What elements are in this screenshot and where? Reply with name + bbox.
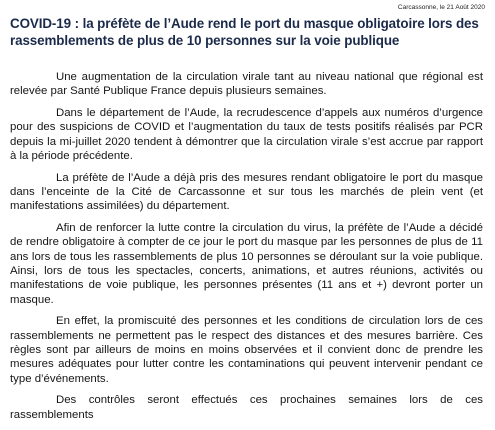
title-prefix: COVID-19 : <box>10 16 79 31</box>
page-title <box>10 15 483 49</box>
paragraph-4: Afin de renforcer la lutte contre la circulation du virus, la préfète de l’Aude a décidé de rendre obligatoire à compter de ce jour le port du masque par les personnes de plus de 11 ans lors de tous les rassemblements de plus 10 personnes se déroulant sur la voie publique. Ainsi, lors de tous les spectacles, concerts, animations, et autres réunions, activités ou manifestations de voie publique, les personnes présentes (11 ans et +) devront porter un masque. <box>10 222 483 306</box>
paragraph-3: La préfète de l’Aude a déjà pris des mesures rendant obligatoire le port du masque dans l’enceinte de la Cité de Carcassonne et sur tous les marchés de plein vent (et manifestations assimilées) du département. <box>10 171 483 213</box>
paragraph-6: Des contrôles seront effectués ces prochaines semaines lors de ces rassemblements <box>10 394 483 421</box>
paragraph-5: En effet, la promiscuité des personnes et les conditions de circulation lors de ces rassemblements ne permettent pas le respect des distances et des mesures barrière. Ces règles sont par ailleurs de moins en moins observées et il convient donc de prendre les mesures adéquates pour lutter contre les contaminations qui peuvent intervenir pendant ce type d’événements. <box>10 315 483 385</box>
dateline: Carcassonne, le 21 Août 2020 <box>397 4 485 11</box>
paragraph-1: Une augmentation de la circulation virale tant au niveau national que régional est relevée par Santé Publique France depuis plusieurs semaines. <box>10 71 483 98</box>
title-text: la préfète de l’Aude rend le port du masque obligatoire lors des rassemblements de plus de 10 personnes sur la voie publique <box>10 16 479 48</box>
paragraph-2: Dans le département de l’Aude, la recrudescence d’appels aux numéros d’urgence pour des suspicions de COVID et l’augmentation du taux de tests positifs réalisés par PCR depuis la mi-juillet 2020 tendent à démontrer que la circulation virale s’est accrue par rapport à la période précédente. <box>10 107 483 162</box>
body-text <box>10 70 483 430</box>
